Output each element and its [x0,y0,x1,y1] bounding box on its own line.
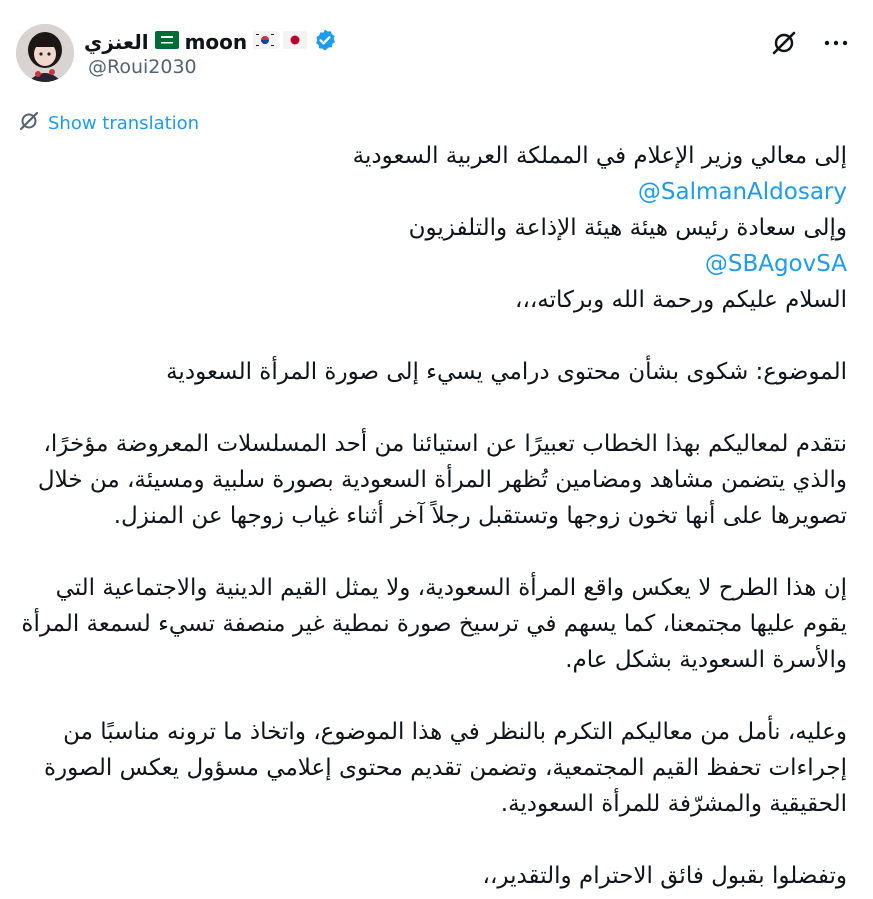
show-translation-label[interactable]: Show translation [48,112,200,134]
mention-link[interactable]: @SalmanAldosary [637,179,847,205]
tweet-paragraph: نتقدم لمعاليكم بهذا الخطاب تعبيرًا عن استيائنا من أحد المسلسلات المعروضة مؤخرًا، والذي يتضمن مشاهد ومضامين تُظهر المرأة السعودية بصورة سلبية ومسيئة، من خلال تصويرها على أنها تخون زوجها وتستقبل رجلاً آخر أثناء غياب زوجها عن المنزل. [37,431,847,529]
japan-flag-icon [283,31,307,53]
tweet-actions [769,28,851,58]
tweet-line: السلام عليكم ورحمة الله وبركاته،،، [515,287,847,313]
korea-flag-icon [253,31,277,53]
user-handle[interactable]: @Roui2030 [88,56,197,78]
show-translation-button[interactable] [18,110,199,136]
display-name-latin[interactable]: moon [184,30,248,54]
tweet-paragraph: وعليه، نأمل من معاليكم التكرم بالنظر في هذا الموضوع، واتخاذ ما ترونه مناسبًا من إجراءات تحفظ القيم المجتمعية، وتضمن تقديم محتوى إعلامي مسؤول يعكس الصورة الحقيقية والمشرّفة للمرأة السعودية. [43,719,847,817]
mention-link[interactable]: @SBAgovSA [704,251,847,277]
avatar[interactable] [16,24,74,82]
tweet-subject: الموضوع: شكوى بشأن محتوى درامي يسيء إلى صورة المرأة السعودية [166,359,847,385]
verified-badge-icon[interactable] [313,28,337,56]
tweet-text [18,138,847,894]
tweet-line: وإلى سعادة رئيس هيئة هيئة الإذاعة والتلفزيون [408,215,847,241]
grok-icon[interactable] [769,28,799,58]
tweet-closing: وتفضلوا بقبول فائق الاحترام والتقدير،، [482,863,847,889]
tweet-paragraph: إن هذا الطرح لا يعكس واقع المرأة السعودية، ولا يمثل القيم الدينية والاجتماعية التي يقوم عليها مجتمعنا، كما يسهم في ترسيخ صورة نمطية غير منصفة تسيء لسمعة المرأة والأسرة السعودية بشكل عام. [21,575,847,673]
saudi-flag-icon [155,31,179,53]
grok-icon [18,110,40,136]
tweet-line: إلى معالي وزير الإعلام في المملكة العربية السعودية [352,143,847,169]
display-name[interactable] [84,27,337,57]
tweet-header [16,24,857,86]
more-icon[interactable] [821,28,851,58]
display-name-arabic[interactable]: العنزي [84,30,149,54]
